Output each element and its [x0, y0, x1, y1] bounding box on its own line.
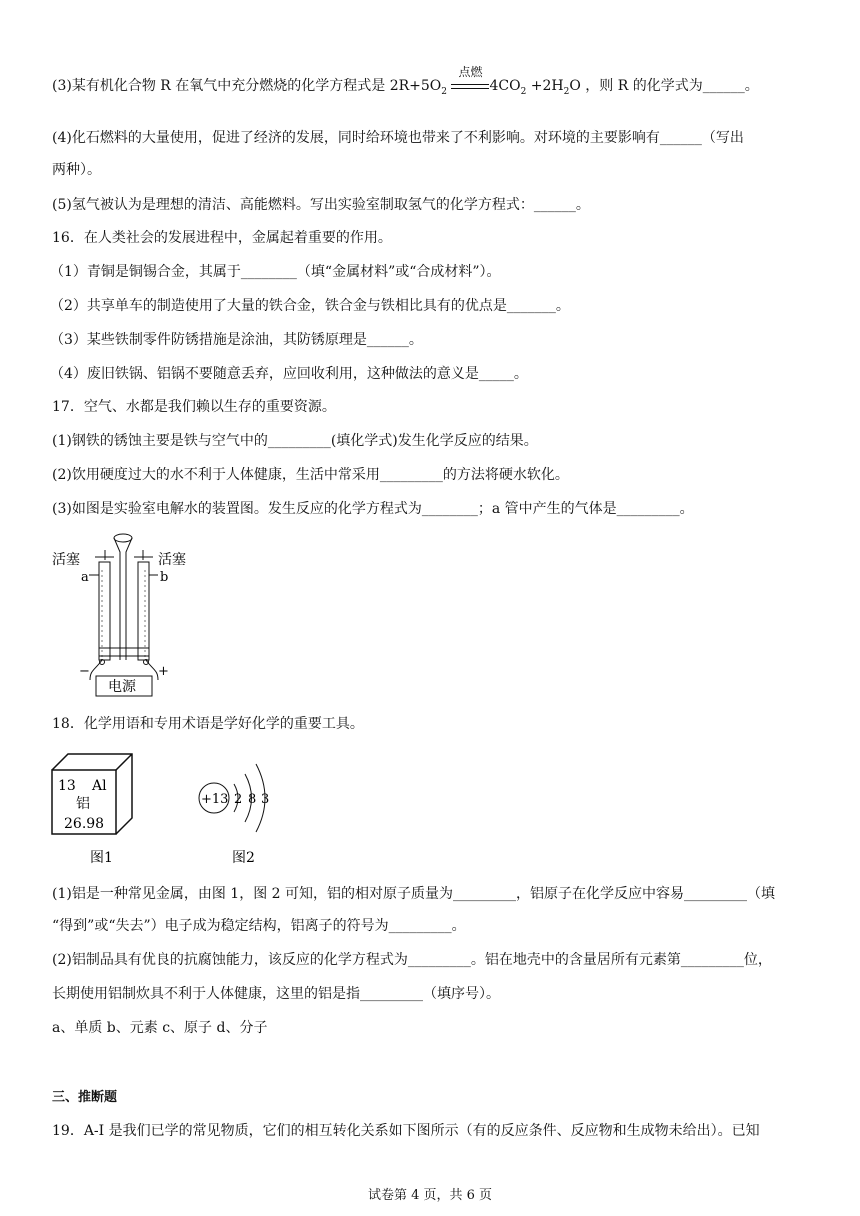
q15-product-2: +2H — [526, 78, 564, 94]
element-name: 铝 — [76, 796, 90, 812]
q15-part4-line2: 两种）。 — [52, 162, 101, 178]
q15-part5: (5)氢气被认为是理想的清洁、高能燃料。写出实验室制取氢气的化学方程式：______。 — [52, 197, 590, 213]
q19-stem: 19．A-I 是我们已学的常见物质，它们的相互转化关系如下图所示（有的反应条件、反应物和生成物未给出）。已知 — [52, 1123, 760, 1139]
q18-options: a、单质 b、元素 c、原子 d、分子 — [52, 1020, 268, 1036]
electrolysis-apparatus-figure — [50, 530, 200, 702]
funnel-rim — [114, 534, 132, 542]
q15-part4-line1: (4)化石燃料的大量使用，促进了经济的发展，同时给环境也带来了不利影响。对环境的主要影响有______（写出 — [52, 130, 744, 146]
equals-bars — [451, 84, 489, 89]
shell-3-electrons: 3 — [261, 792, 270, 807]
q17-part3: (3)如图是实验室电解水的装置图。发生反应的化学方程式为________；a 管中产生的气体是_________。 — [52, 501, 694, 517]
aluminum-element-cell-figure — [50, 752, 150, 867]
q15-part3 — [52, 65, 759, 102]
page-footer: 试卷第 4 页，共 6 页 — [367, 1188, 493, 1203]
q15-product-1: 4CO — [489, 78, 521, 94]
subscript: 2 — [520, 86, 527, 97]
stopcock-right-label: 活塞 — [158, 552, 186, 568]
q15-part3-tail: O ，则 R 的化学式为______。 — [569, 78, 759, 94]
q18-part1-line1: (1)铝是一种常见金属，由图 1，图 2 可知，铝的相对原子质量为_________，铝原子在化学反应中容易_________（填 — [52, 886, 775, 902]
figure-2-caption: 图2 — [232, 850, 255, 866]
atomic-number: 13 — [58, 778, 76, 794]
shell-2-electrons: 8 — [248, 792, 257, 807]
q16-part4: （4）废旧铁锅、铝锅不要随意丢弃，应回收利用，这种做法的意义是_____。 — [50, 366, 528, 382]
q17-part1: (1)钢铁的锈蚀主要是铁与空气中的_________(填化学式)发生化学反应的结果。 — [52, 433, 538, 449]
left-tube — [99, 562, 110, 660]
center-tube — [114, 538, 132, 660]
q18-part1-line2: “得到”或“失去”）电子成为稳定结构，铝离子的符号为_________。 — [52, 918, 466, 934]
shell-1-electrons: 2 — [234, 792, 243, 807]
tube-b-label: b — [160, 570, 169, 585]
right-tube — [138, 562, 149, 660]
reaction-condition: 点燃 — [458, 65, 483, 79]
q18-part2-line1: (2)铝制品具有优良的抗腐蚀能力，该反应的化学方程式为_________。铝在地壳中的含量居所有元素第_________位， — [52, 952, 772, 968]
q17-stem: 17．空气、水都是我们赖以生存的重要资源。 — [52, 399, 336, 415]
plus-sign: + — [158, 664, 169, 679]
q15-part3-text: (3)某有机化合物 R 在氧气中充分燃烧的化学方程式是 2R+5O — [52, 78, 442, 94]
aluminum-atom-structure-figure — [190, 752, 300, 867]
q16-part3: （3）某些铁制零件防锈措施是涂油，其防锈原理是______。 — [50, 332, 423, 348]
figure-1-caption: 图1 — [90, 850, 113, 866]
power-supply-label: 电源 — [108, 679, 136, 695]
nucleus-charge: +13 — [201, 792, 229, 807]
element-symbol: Al — [92, 778, 107, 794]
q16-part1: （1）青铜是铜锡合金，其属于________（填“金属材料”或“合成材料”）。 — [50, 264, 501, 280]
subscript: 2 — [441, 86, 448, 97]
q17-part2: (2)饮用硬度过大的水不利于人体健康，生活中常采用_________的方法将硬水软化。 — [52, 467, 569, 483]
subscript: 2 — [563, 86, 570, 97]
tube-a-label: a — [81, 570, 89, 585]
stopcock-left-label: 活塞 — [52, 552, 80, 568]
q16-stem: 16．在人类社会的发展进程中，金属起着重要的作用。 — [52, 230, 392, 246]
q16-part2: （2）共享单车的制造使用了大量的铁合金，铁合金与铁相比具有的优点是_______。 — [50, 298, 570, 314]
q18-part2-line2: 长期使用铝制炊具不利于人体健康，这里的铝是指_________（填序号）。 — [52, 986, 500, 1002]
reaction-arrow — [451, 65, 489, 96]
section-title: 三、推断题 — [52, 1090, 118, 1105]
atomic-mass: 26.98 — [64, 816, 105, 832]
connector-base — [99, 648, 149, 656]
q18-stem: 18．化学用语和专用术语是学好化学的重要工具。 — [52, 716, 364, 732]
minus-sign: − — [79, 664, 90, 679]
